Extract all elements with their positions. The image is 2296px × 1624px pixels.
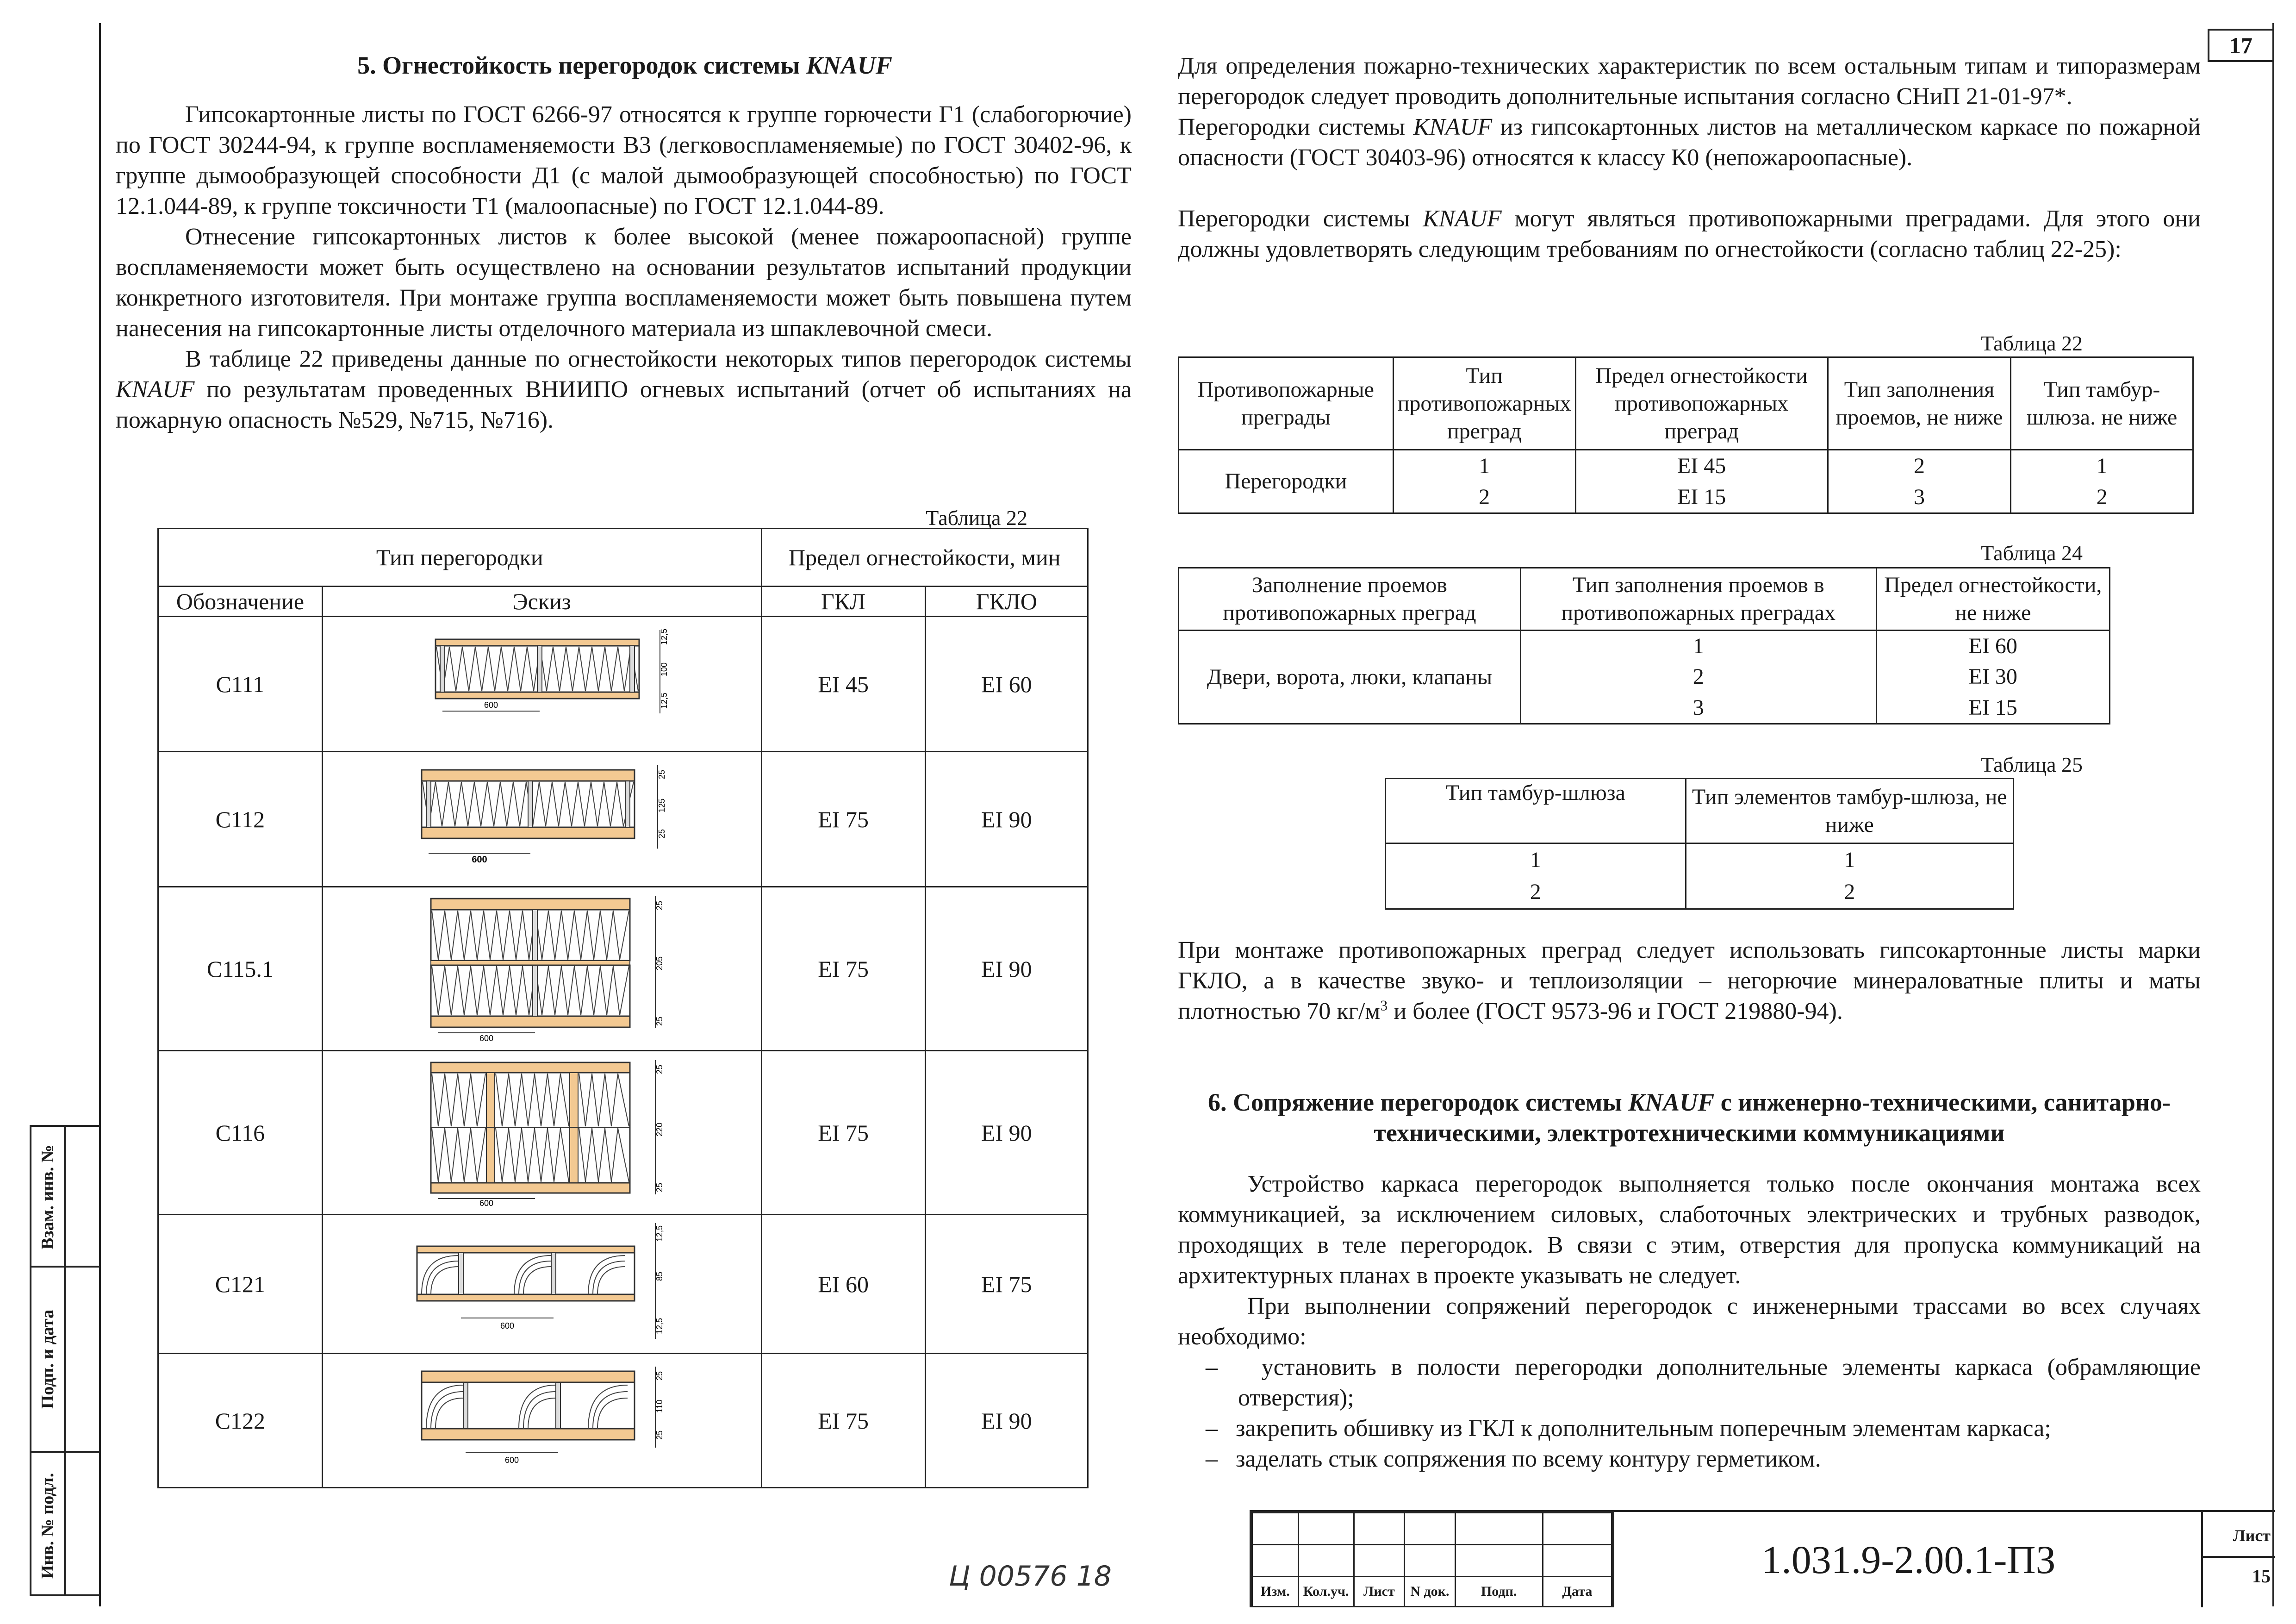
requirements-list	[1206, 1352, 2201, 1474]
svg-text:25: 25	[654, 1064, 664, 1074]
table-c-caption: Таблица 25	[1981, 753, 2083, 776]
handwritten-note: Ц 00576 18	[949, 1560, 1112, 1593]
col-sketch: Эскиз	[322, 587, 761, 617]
table-row: С122 600 25 110 25 EI 75 EI 90	[158, 1354, 1088, 1488]
list-item: – установить в полости перегородки дополнительные элементы каркаса (обрамляющие отверстия);	[1206, 1354, 2201, 1411]
table-row: С115.1 600 25 205 25 EI 75 EI 90	[158, 887, 1088, 1051]
side-stamp-sign-date: Подп. и дата	[38, 1309, 57, 1409]
table-b-caption: Таблица 24	[1981, 541, 2083, 565]
right-text-block-1	[1178, 51, 2201, 265]
svg-text:220: 220	[654, 1122, 664, 1137]
table-row: 2 EI 30	[1179, 662, 2110, 692]
side-stamp	[30, 1125, 101, 1596]
right-para-3: Перегородки системы KNAUF могут являться противопожарными преградами. Для этого они должны удовлетворять следующим требованиям по огнестойкости (согласно таблиц 22-25):	[1178, 206, 2201, 262]
corner-sheet-number: 17	[2208, 29, 2274, 62]
head-limit: Предел огнестойкости, мин	[761, 529, 1088, 587]
table-row: С112 600 25 125 25 EI 75 EI 90	[158, 752, 1088, 887]
title-block	[1250, 1510, 2275, 1607]
list-item: – закрепить обшивку из ГКЛ к дополнительным поперечным элементам каркаса;	[1206, 1415, 2051, 1442]
left-text-block	[116, 100, 1132, 436]
revision-grid: Изм. Кол.уч. Лист N док. Подп. Дата	[1251, 1512, 1612, 1607]
list-item: – заделать стык сопряжения по всему контуру герметиком.	[1206, 1446, 1821, 1472]
right-para-6: При выполнении сопряжений перегородок с инженерными трассами во всех случаях необходимо:	[1178, 1293, 2201, 1350]
barrier-requirements-table: Противопожарные преграды Тип противопожарных преград Предел огнестойкости противопожарных преград Тип заполнения проемов, не ниже Тип тамбур-шлюза. не ниже Перегородки 1 EI 45 2 1 2 EI 15 3 2	[1178, 356, 2194, 514]
col-gklo: ГКЛО	[925, 587, 1088, 617]
partition-sketch	[394, 621, 690, 741]
partition-sketch	[394, 1053, 690, 1206]
right-para-4: При монтаже противопожарных преград следует использовать гипсокартонные листы марки ГКЛО, а в качестве звуко- и теплоизоляции – негорючие минераловатные плиты и маты плотностью 70 $кг/м^3$ и более (ГОСТ 9573-96 и ГОСТ 219880-94).	[1178, 937, 2201, 1024]
svg-text:205: 205	[654, 956, 664, 970]
sketch-c115-1	[322, 887, 761, 1051]
vestibule-table: Тип тамбур-шлюза Тип элементов тамбур-шлюза, не ниже 1 1 2 2	[1385, 778, 2014, 910]
svg-text:600: 600	[479, 1198, 493, 1206]
svg-text:600: 600	[479, 1033, 493, 1042]
svg-text:25: 25	[657, 829, 666, 838]
table-row: Двери, ворота, люки, клапаны 1 EI 60	[1179, 631, 2110, 662]
col-designation: Обозначение	[158, 587, 323, 617]
sheet-label: Лист	[2233, 1526, 2271, 1545]
col-gkl: ГКЛ	[761, 587, 925, 617]
sketch-c116	[322, 1051, 761, 1215]
svg-text:12,5: 12,5	[654, 1225, 664, 1242]
table-a-caption: Таблица 22	[1981, 331, 2083, 355]
sketch-c121	[322, 1215, 761, 1354]
svg-text:110: 110	[654, 1399, 664, 1413]
openings-table: Заполнение проемов противопожарных преград Тип заполнения проемов в противопожарных преградах Предел огнестойкости, не ниже Двери, ворота, люки, клапаны 1 EI 60 2 EI 30 3 EI 15	[1178, 567, 2110, 725]
sketch-c122	[322, 1354, 761, 1488]
side-stamp-orig-inv: Инв. № подл.	[38, 1473, 57, 1579]
table-22-caption: Таблица 22	[926, 506, 1027, 530]
partitions-fire-table	[157, 528, 1089, 1488]
svg-text:25: 25	[654, 1182, 664, 1192]
svg-text:600: 600	[471, 854, 487, 865]
sketch-c112	[322, 752, 761, 887]
svg-text:600: 600	[504, 1455, 519, 1465]
sketch-c111	[322, 617, 761, 752]
partition-sketch	[394, 1357, 690, 1478]
svg-text:25: 25	[654, 900, 664, 910]
svg-text:85: 85	[654, 1271, 664, 1281]
sheet-number: 15	[2252, 1566, 2271, 1587]
svg-text:12,5: 12,5	[659, 628, 669, 645]
svg-text:25: 25	[654, 1371, 664, 1380]
svg-text:25: 25	[654, 1016, 664, 1026]
section-5-heading: 5. Огнестойкость перегородок системы KNAUF	[357, 51, 892, 79]
table-row: С121 600 12,5 85 12,5 EI 60 EI 75	[158, 1215, 1088, 1354]
left-para-2: Отнесение гипсокартонных листов к более высокой (менее пожароопасной) группе воспламеняемости может быть осуществлено на основании результатов испытаний продукции конкретного изготовителя. При монтаже группа воспламеняемости может быть повышена путем нанесения на гипсокартонные листы отделочного материала из шпаклевочной смеси.	[116, 224, 1132, 342]
svg-text:600: 600	[500, 1321, 514, 1330]
table-row: 2 EI 15 3 2	[1179, 481, 2193, 513]
right-text-block-2	[1178, 1169, 2201, 1474]
left-para-1: Гипсокартонные листы по ГОСТ 6266-97 относятся к группе горючести Г1 (слабогорючие) по ГОСТ 30244-94, к группе воспламеняемости В3 (легковоспламеняемые) по ГОСТ 30402-96, к группе дымообразующей способности Д1 (с малой дымообразующей способностью) по ГОСТ 12.1.044-89, к группе токсичности Т1 (малоопасные) по ГОСТ 12.1.044-89.	[116, 101, 1132, 219]
svg-text:25: 25	[654, 1430, 664, 1440]
svg-text:100: 100	[659, 662, 669, 676]
svg-text:12,5: 12,5	[659, 692, 669, 709]
svg-text:12,5: 12,5	[654, 1318, 664, 1334]
table-row: С116 600 25 220 25 EI 75 EI 90	[158, 1051, 1088, 1215]
table-row: 1 1	[1386, 843, 2014, 876]
side-stamp-replaced-inv: Взам. инв. №	[38, 1145, 57, 1249]
right-para-5: Устройство каркаса перегородок выполняется только после окончания монтажа всех коммуникацией, за исключением силовых, слаботочных электрических и трубных разводок, проходящих в теле перегородок. В связи с этим, отверстия для пропуска коммуникаций на архитектурных планах в проекте указывать не следует.	[1178, 1171, 2201, 1289]
table-row: 3 EI 15	[1179, 693, 2110, 724]
left-para-3: В таблице 22 приведены данные по огнестойкости некоторых типов перегородок системы KNAUF по результатам проведенных ВНИИПО огневых испытаний (отчет об испытаниях на пожарную опасность №529, №715, №716).	[116, 346, 1132, 433]
svg-text:125: 125	[657, 798, 666, 812]
right-frame-line	[2272, 23, 2274, 1606]
svg-text:25: 25	[657, 769, 666, 779]
right-para-1: Для определения пожарно-технических характеристик по всем остальным типам и типоразмерам перегородок следует проводить дополнительные испытания согласно СНиП 21-01-97*.	[1178, 53, 2201, 110]
partition-sketch	[394, 756, 690, 876]
partition-sketch	[394, 889, 690, 1042]
partition-sketch	[394, 1218, 690, 1343]
document-code: 1.031.9-2.00.1-ПЗ	[1612, 1512, 2203, 1607]
head-type: Тип перегородки	[158, 529, 762, 587]
right-para-2: Перегородки системы KNAUF из гипсокартонных листов на металлическом каркасе по пожарной опасности (ГОСТ 30403-96) относятся к классу К0 (непожароопасные).	[1178, 114, 2201, 171]
svg-text:600: 600	[484, 700, 498, 710]
table-row: С111 600 12,5 100 12,5 EI 45 EI 60	[158, 617, 1088, 752]
table-row: Перегородки 1 EI 45 2 1	[1179, 450, 2193, 482]
table-row: 2 2	[1386, 876, 2014, 909]
section-6-heading: 6. Сопряжение перегородок системы KNAUF с инженерно-техническими, санитарно-техническими, электротехническими коммуникациями	[1208, 1088, 2171, 1147]
